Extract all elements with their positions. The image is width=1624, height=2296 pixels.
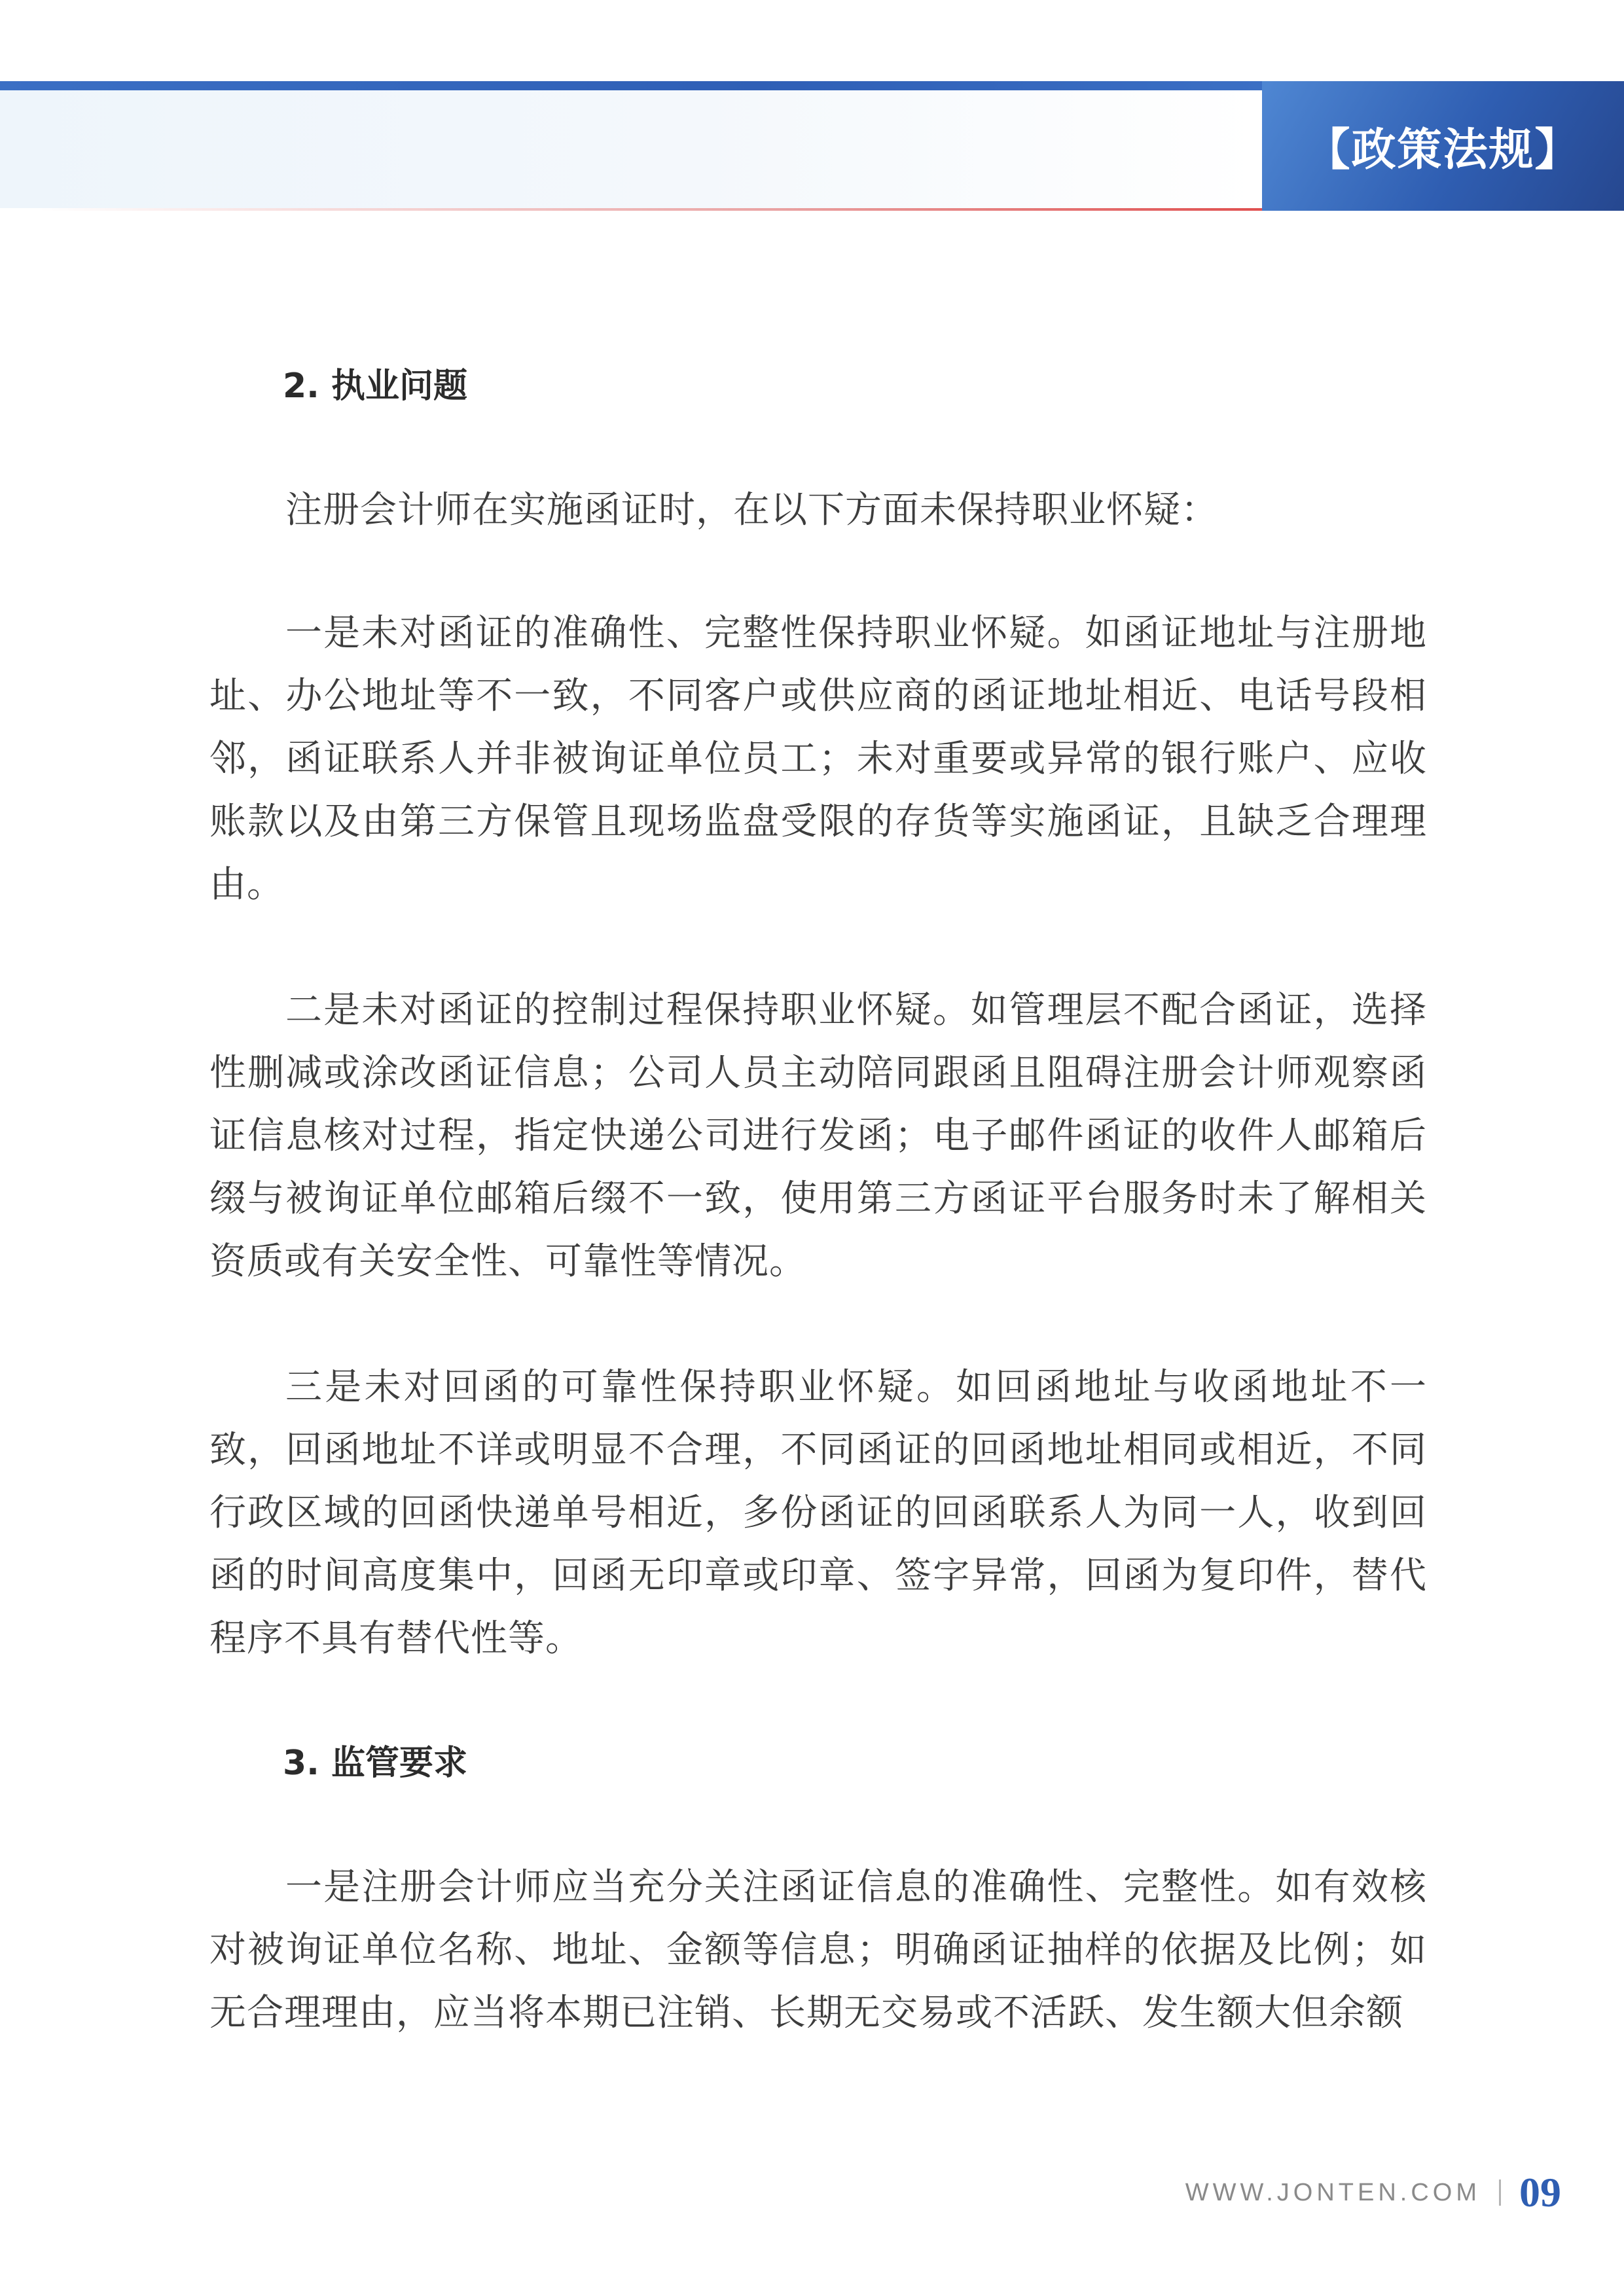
website-url: WWW.JONTEN.COM (1185, 2178, 1481, 2206)
header-top-rule (0, 81, 1262, 90)
section-tag-box (1262, 81, 1624, 211)
page-header (0, 0, 1624, 216)
paragraph-issue-2: 二是未对函证的控制过程保持职业怀疑。如管理层不配合函证，选择性删减或涂改函证信息；公司人员主动陪同跟函且阻碍注册会计师观察函证信息核对过程，指定快递公司进行发函；电子邮件函证的收件人邮箱后缀与被询证单位邮箱后缀不一致，使用第三方函证平台服务时未了解相关资质或有关安全性、可靠性等情况。 (209, 989, 1427, 1283)
header-red-rule (39, 208, 1262, 211)
paragraph-requirement-1: 一是注册会计师应当充分关注函证信息的准确性、完整性。如有效核对被询证单位名称、地址、金额等信息；明确函证抽样的依据及比例；如无合理理由，应当将本期已注销、长期无交易或不活跃、发生额大但余额 (209, 1866, 1427, 2034)
paragraph-issue-1: 一是未对函证的准确性、完整性保持职业怀疑。如函证地址与注册地址、办公地址等不一致，不同客户或供应商的函证地址相近、电话号段相邻，函证联系人并非被询证单位员工；未对重要或异常的银行账户、应收账款以及由第三方保管且现场监盘受限的存货等实施函证，且缺乏合理理由。 (209, 612, 1427, 906)
section-heading-regulatory-requirements: 3. 监管要求 (283, 1744, 468, 1783)
paragraph-issue-3: 三是未对回函的可靠性保持职业怀疑。如回函地址与收函地址不一致，回函地址不详或明显不合理，不同函证的回函地址相同或相近，不同行政区域的回函快递单号相近，多份函证的回函联系人为同一人，收到回函的时间高度集中，回函无印章或印章、签字异常，回函为复印件，替代程序不具有替代性等。 (209, 1366, 1427, 1660)
section-tag: 【政策法规】 (1305, 123, 1581, 176)
article-body (209, 353, 1427, 2045)
page-number: 09 (1519, 2169, 1561, 2215)
page-footer (1185, 2160, 1561, 2225)
section-heading-practice-issues: 2. 执业问题 (283, 367, 468, 406)
header-light-band (0, 90, 1258, 208)
footer-divider (1499, 2179, 1501, 2206)
paragraph-intro: 注册会计师在实施函证时，在以下方面未保持职业怀疑： (285, 489, 1218, 531)
